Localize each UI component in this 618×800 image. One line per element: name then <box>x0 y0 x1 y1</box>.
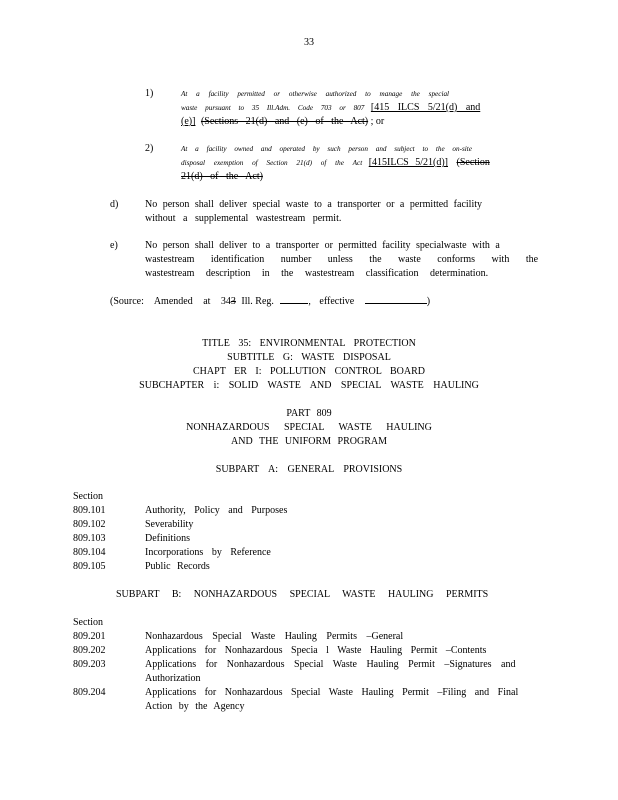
item-d-line2: without a supplemental wastestream permit. <box>145 213 342 224</box>
toc-a-row-title[interactable]: Definitions <box>145 533 190 544</box>
item-e-line3: wastestream description in the wastestream classification determination. <box>145 268 489 279</box>
toc-b-row-title[interactable]: Applications for Nonhazardous Special Waste Hauling Permit –Filing and Final <box>145 687 519 698</box>
item-1-line3-struck: (Sections 21(d) and (e) of the Act) <box>200 116 369 127</box>
source-struck: 3 <box>230 296 236 307</box>
item-1-line3-or: ; or <box>370 116 385 127</box>
item-e-line1: No person shall deliver to a transporter or permitted facility specialwaste with a <box>145 240 500 251</box>
item-2-line3-struck: 21(d) of the Act) <box>181 171 263 182</box>
toc-b-row-title[interactable]: Nonhazardous Special Waste Hauling Permits –General <box>145 631 404 642</box>
subpart-b-heading: SUBPART B: NONHAZARDOUS SPECIAL WASTE HAULING PERMITS <box>116 589 489 600</box>
item-2-line2-struck: (Section <box>456 157 490 168</box>
chapter-heading: CHAPT ER I: POLLUTION CONTROL BOARD <box>193 366 425 377</box>
item-1-line3-e: (e)] <box>181 116 196 127</box>
subchapter-heading: SUBCHAPTER i: SOLID WASTE AND SPECIAL WASTE HAULING <box>139 380 479 391</box>
title-heading: TITLE 35: ENVIRONMENTAL PROTECTION <box>202 338 416 349</box>
toc-a-row-title[interactable]: Incorporations by Reference <box>145 547 271 558</box>
toc-a-row-title[interactable]: Authority, Policy and Purposes <box>145 505 288 516</box>
source-blank-volume <box>280 303 308 304</box>
toc-a-row-num[interactable]: 809.105 <box>73 561 106 572</box>
source-reg: Ill. Reg. <box>241 296 274 307</box>
toc-a-row-num[interactable]: 809.103 <box>73 533 106 544</box>
source-effective: , effective <box>308 296 355 307</box>
source-note <box>110 297 430 307</box>
item-2-line1-text: At a facility owned and operated by such person and subject to the on-site <box>181 145 472 153</box>
item-1-line2 <box>181 103 529 113</box>
item-2-line1 <box>181 146 529 153</box>
part-title-line1: NONHAZARDOUS SPECIAL WASTE HAULING <box>186 422 432 433</box>
item-1-line1-text: At a facility permitted or otherwise authorized to manage the special <box>181 90 450 98</box>
item-1-line3 <box>181 117 384 127</box>
toc-b-row-title[interactable]: Applications for Nonhazardous Special Waste Hauling Permit –Signatures and <box>145 659 516 670</box>
item-d-line1: No person shall deliver special waste to a transporter or a permitted facility <box>145 199 483 210</box>
toc-b-row-num[interactable]: 809.203 <box>73 659 106 670</box>
toc-b-section-label: Section <box>73 617 103 628</box>
part-heading: PART 809 <box>286 408 332 419</box>
toc-b-row-title-cont[interactable]: Action by the Agency <box>145 701 245 712</box>
toc-b-row-num[interactable]: 809.201 <box>73 631 106 642</box>
item-1-line2-ilcs: [415 ILCS 5/21(d) and <box>370 102 481 113</box>
subpart-a-heading: SUBPART A: GENERAL PROVISIONS <box>215 464 403 475</box>
toc-a-row-num[interactable]: 809.104 <box>73 547 106 558</box>
item-2-line2-citation: disposal exemption of Section 21(d) of the Act <box>181 159 363 167</box>
toc-a-row-title[interactable]: Severability <box>145 519 194 530</box>
toc-a-row-title[interactable]: Public Records <box>145 561 210 572</box>
toc-a-section-label: Section <box>73 491 103 502</box>
toc-a-row-num[interactable]: 809.101 <box>73 505 106 516</box>
item-e-line2: wastestream identification number unless the waste conforms with the <box>145 254 539 265</box>
item-e-number: e) <box>110 240 118 251</box>
source-prefix: (Source: Amended at 34 <box>110 296 231 307</box>
part-title-line2: AND THE UNIFORM PROGRAM <box>231 436 387 447</box>
toc-b-row-num[interactable]: 809.204 <box>73 687 106 698</box>
source-blank-date <box>365 303 427 304</box>
toc-b-row-title-cont[interactable]: Authorization <box>145 673 201 684</box>
item-2-line2 <box>181 158 541 168</box>
item-1-line2-citation: waste pursuant to 35 Ill.Adm. Code 703 or 807 <box>181 104 365 112</box>
toc-b-row-num[interactable]: 809.202 <box>73 645 106 656</box>
toc-b-row-title[interactable]: Applications for Nonhazardous Specia l Waste Hauling Permit –Contents <box>145 645 487 656</box>
item-1-line1 <box>181 91 529 98</box>
item-2-number: 2) <box>145 143 154 154</box>
page-number: 33 <box>304 37 314 48</box>
item-2-line2-ilcs: [415ILCS 5/21(d)] <box>368 157 448 168</box>
toc-a-row-num[interactable]: 809.102 <box>73 519 106 530</box>
item-d-number: d) <box>110 199 119 210</box>
source-end: ) <box>426 296 431 307</box>
item-1-number: 1) <box>145 88 154 99</box>
subtitle-heading: SUBTITLE G: WASTE DISPOSAL <box>227 352 391 363</box>
